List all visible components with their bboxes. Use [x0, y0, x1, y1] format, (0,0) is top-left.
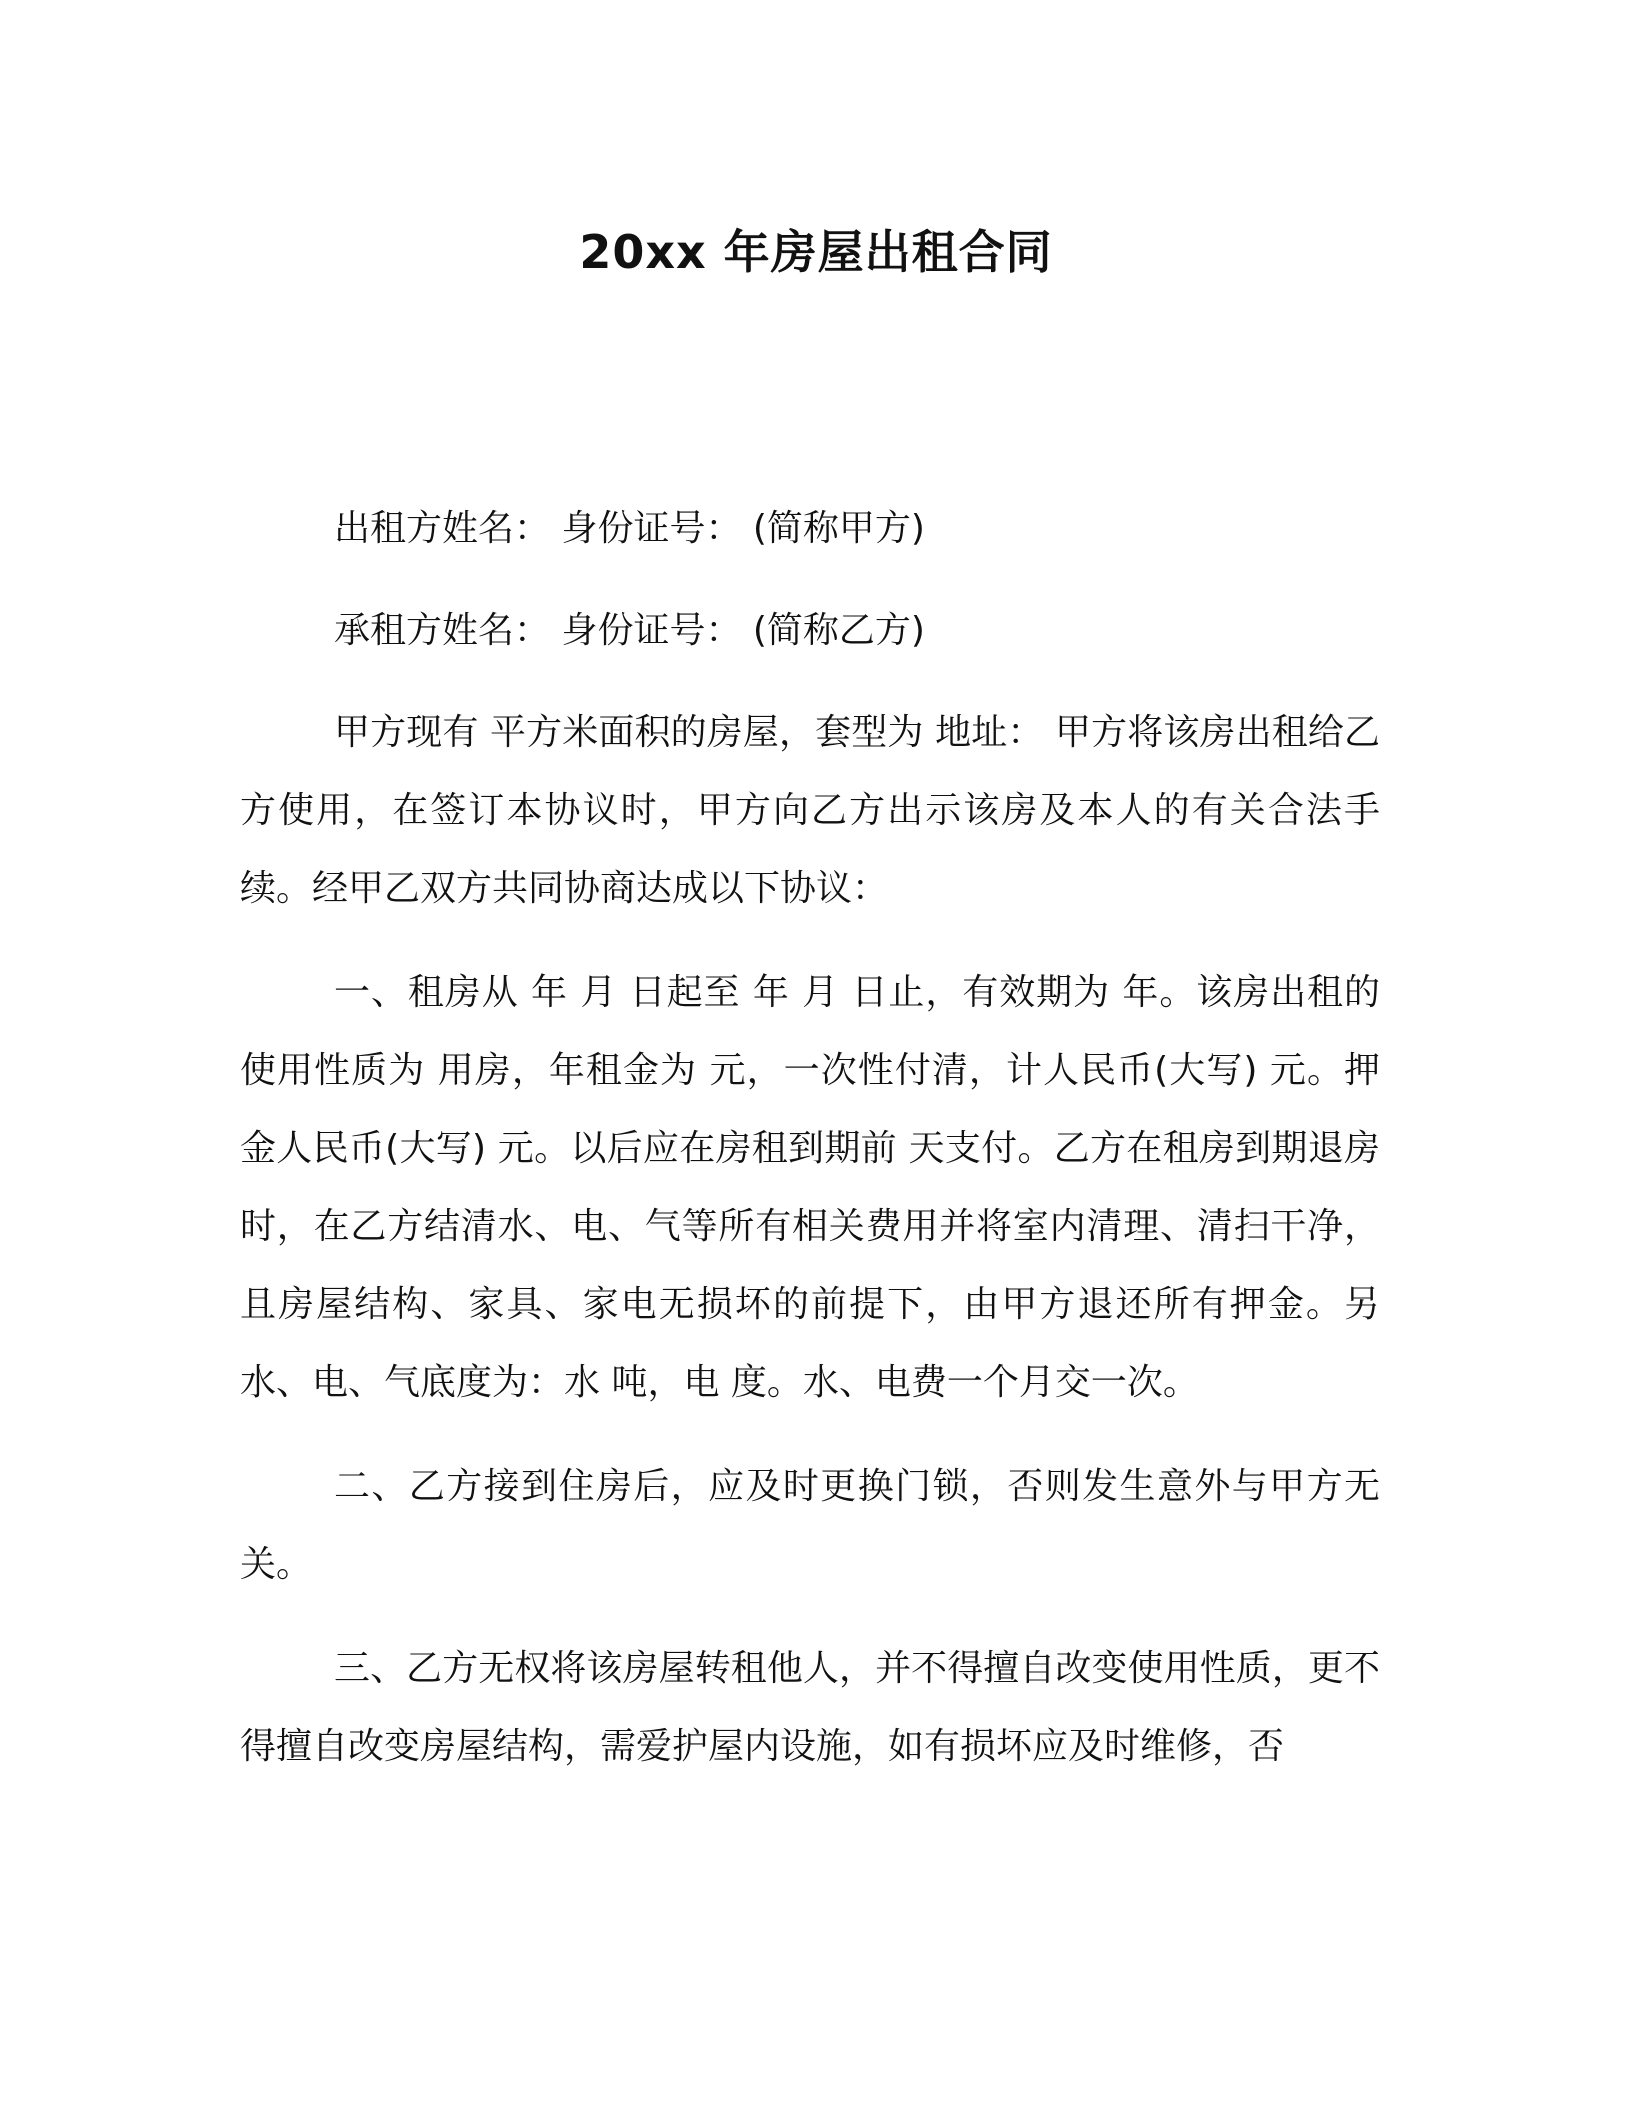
- property-description-paragraph: 甲方现有 平方米面积的房屋，套型为 地址： 甲方将该房出租给乙方使用，在签订本协议时，甲方向乙方出示该房及本人的有关合法手续。经甲乙双方共同协商达成以下协议：: [240, 712, 1380, 909]
- document-body: [240, 490, 1380, 1812]
- clause-2-paragraph: 二、乙方接到住房后，应及时更换门锁，否则发生意外与甲方无关。: [240, 1466, 1380, 1585]
- lessee-info-line: 承租方姓名： 身份证号： (简称乙方): [334, 610, 925, 651]
- lessor-info-line: 出租方姓名： 身份证号： (简称甲方): [334, 508, 925, 549]
- clause-1-paragraph: 一、租房从 年 月 日起至 年 月 日止，有效期为 年。该房出租的使用性质为 用房，年租金为 元，一次性付清，计人民币(大写) 元。押金人民币(大写) 元。以后应在房租到期前 天支付。乙方在租房到期退房时，在乙方结清水、电、气等所有相关费用并将室内清理、清扫干净，且房屋结构、家具、家电无损坏的前提下，由甲方退还所有押金。另水、电、气底度为：水 吨，电 度。水、电费一个月交一次。: [240, 972, 1380, 1403]
- clause-3-paragraph: 三、乙方无权将该房屋转租他人，并不得擅自改变使用性质，更不得擅自改变房屋结构，需爱护屋内设施，如有损坏应及时维修，否: [240, 1648, 1380, 1767]
- document-title: 20xx 年房屋出租合同: [579, 225, 1053, 279]
